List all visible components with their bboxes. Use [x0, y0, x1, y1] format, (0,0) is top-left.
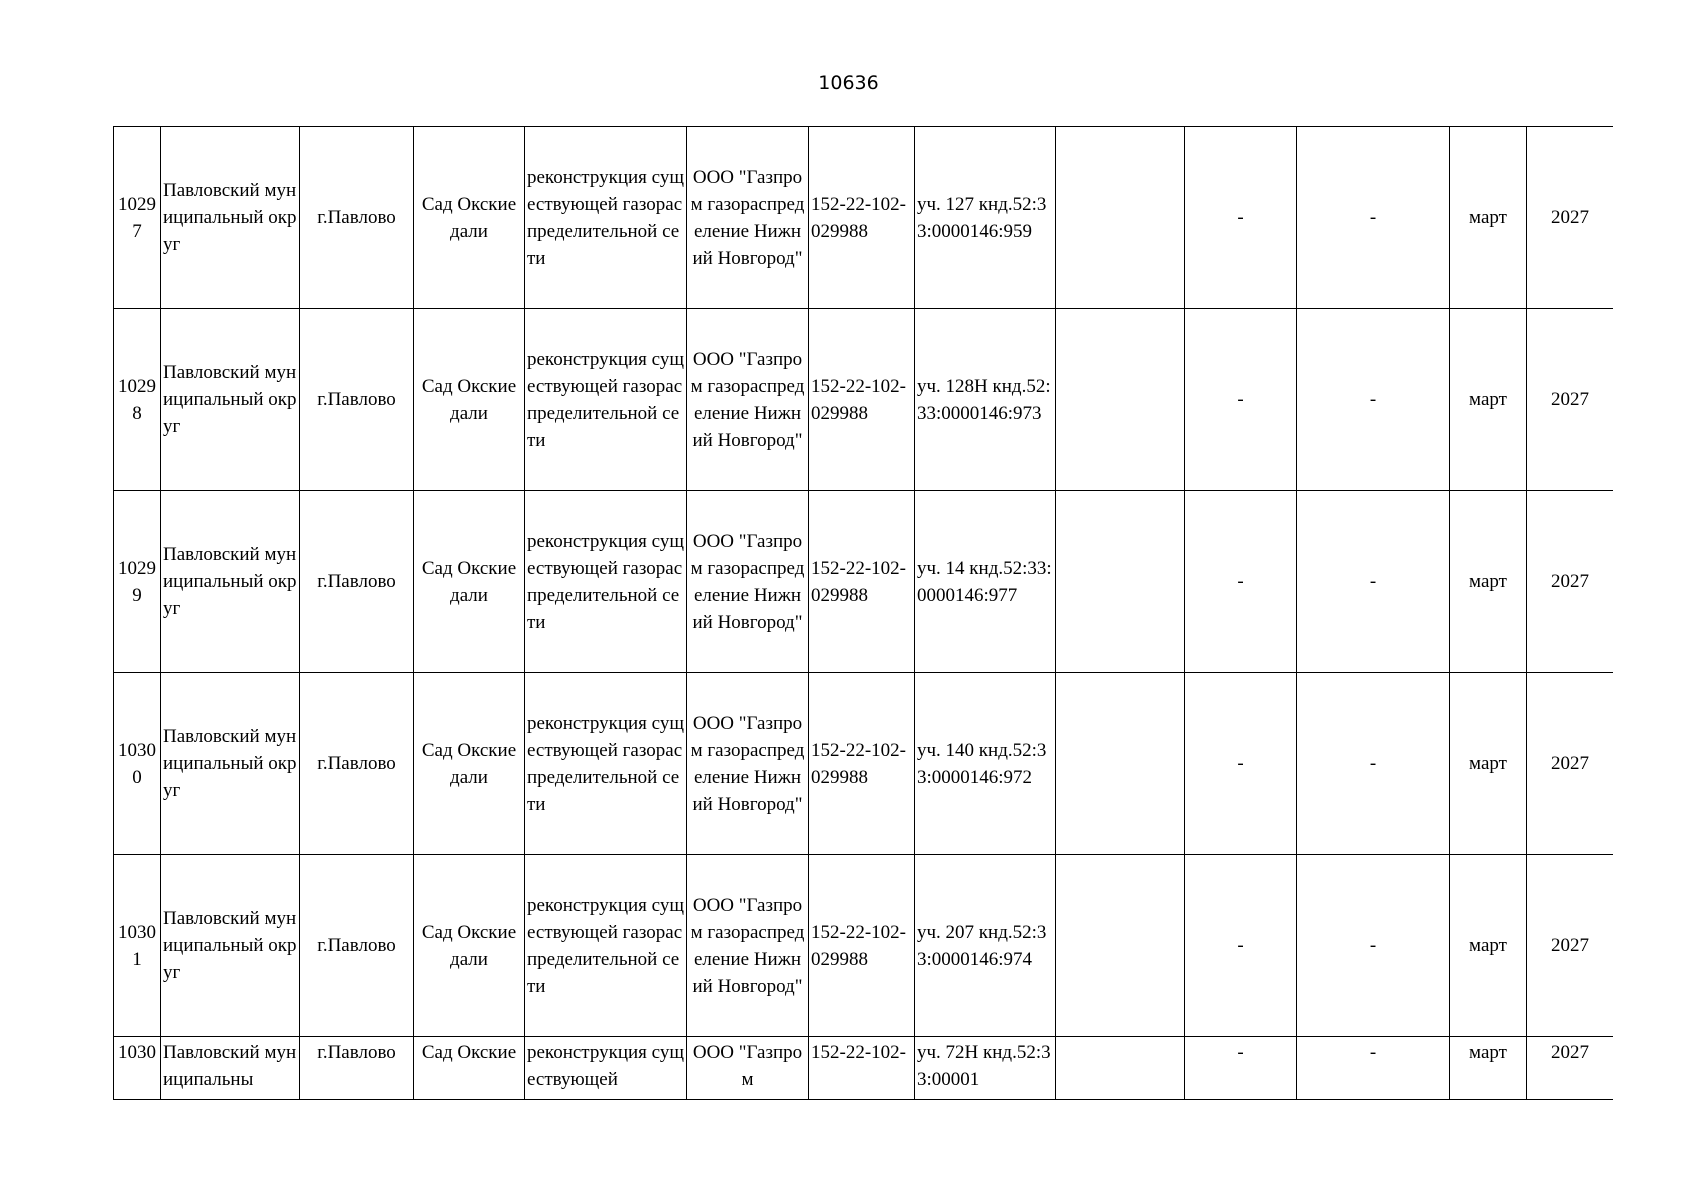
organization-cell: ООО "Газпром газораспределение Нижний Новгород": [687, 309, 809, 491]
table-row: [114, 855, 1614, 1037]
year-cell: 2027: [1527, 673, 1614, 855]
dash-cell: -: [1185, 309, 1297, 491]
dash-cell: -: [1297, 127, 1450, 309]
locality-cell: Сад Окские дали: [414, 127, 525, 309]
year-cell: 2027: [1527, 491, 1614, 673]
empty-cell: [1056, 127, 1185, 309]
month-cell: март: [1450, 309, 1527, 491]
dash-cell: -: [1185, 1037, 1297, 1100]
month-cell: март: [1450, 855, 1527, 1037]
plot-cell: уч. 128Н кнд.52:33:0000146:973: [915, 309, 1056, 491]
dash-cell: -: [1297, 855, 1450, 1037]
dash-cell: -: [1185, 127, 1297, 309]
plot-cell: уч. 127 кнд.52:33:0000146:959: [915, 127, 1056, 309]
table-row: [114, 127, 1614, 309]
city-cell: г.Павлово: [300, 127, 414, 309]
month-cell: март: [1450, 1037, 1527, 1100]
work-type-cell: реконструкция существующей газораспределительной сети: [525, 127, 687, 309]
empty-cell: [1056, 1037, 1185, 1100]
organization-cell: ООО "Газпром газораспределение Нижний Новгород": [687, 491, 809, 673]
table-row: [114, 673, 1614, 855]
locality-cell: Сад Окские дали: [414, 309, 525, 491]
plot-cell: уч. 72Н кнд.52:33:00001: [915, 1037, 1056, 1100]
code-cell: 152-22-102-029988: [809, 309, 915, 491]
locality-cell: Сад Окские дали: [414, 673, 525, 855]
row-number-cell: 10297: [114, 127, 161, 309]
work-type-cell: реконструкция существующей газораспределительной сети: [525, 491, 687, 673]
table-container: [113, 126, 1613, 1101]
year-cell: 2027: [1527, 855, 1614, 1037]
code-cell: 152-22-102-029988: [809, 127, 915, 309]
month-cell: март: [1450, 127, 1527, 309]
code-cell: 152-22-102-029988: [809, 673, 915, 855]
locality-cell: Сад Окские дали: [414, 491, 525, 673]
code-cell: 152-22-102-029988: [809, 491, 915, 673]
district-cell: Павловский муниципальный округ: [161, 855, 300, 1037]
row-number-cell: 10300: [114, 673, 161, 855]
row-number-cell: 10299: [114, 491, 161, 673]
code-cell: 152-22-102-: [809, 1037, 915, 1100]
empty-cell: [1056, 673, 1185, 855]
district-cell: Павловский муниципальны: [161, 1037, 300, 1100]
work-type-cell: реконструкция существующей: [525, 1037, 687, 1100]
table-row: [114, 491, 1614, 673]
district-cell: Павловский муниципальный округ: [161, 491, 300, 673]
empty-cell: [1056, 309, 1185, 491]
row-number-cell: 10298: [114, 309, 161, 491]
dash-cell: -: [1185, 491, 1297, 673]
locality-cell: Сад Окские: [414, 1037, 525, 1100]
organization-cell: ООО "Газпром: [687, 1037, 809, 1100]
organization-cell: ООО "Газпром газораспределение Нижний Новгород": [687, 855, 809, 1037]
dash-cell: -: [1297, 673, 1450, 855]
plot-cell: уч. 140 кнд.52:33:0000146:972: [915, 673, 1056, 855]
dash-cell: -: [1297, 1037, 1450, 1100]
empty-cell: [1056, 855, 1185, 1037]
locality-cell: Сад Окские дали: [414, 855, 525, 1037]
city-cell: г.Павлово: [300, 673, 414, 855]
dash-cell: -: [1297, 309, 1450, 491]
year-cell: 2027: [1527, 309, 1614, 491]
data-table: [113, 126, 1613, 1100]
work-type-cell: реконструкция существующей газораспределительной сети: [525, 673, 687, 855]
district-cell: Павловский муниципальный округ: [161, 127, 300, 309]
table-body: [114, 127, 1614, 1100]
city-cell: г.Павлово: [300, 1037, 414, 1100]
row-number-cell: 10301: [114, 855, 161, 1037]
table-row: [114, 1037, 1614, 1100]
dash-cell: -: [1297, 491, 1450, 673]
empty-cell: [1056, 491, 1185, 673]
city-cell: г.Павлово: [300, 491, 414, 673]
month-cell: март: [1450, 491, 1527, 673]
table-row: [114, 309, 1614, 491]
district-cell: Павловский муниципальный округ: [161, 309, 300, 491]
dash-cell: -: [1185, 855, 1297, 1037]
year-cell: 2027: [1527, 1037, 1614, 1100]
organization-cell: ООО "Газпром газораспределение Нижний Новгород": [687, 127, 809, 309]
plot-cell: уч. 207 кнд.52:33:0000146:974: [915, 855, 1056, 1037]
city-cell: г.Павлово: [300, 855, 414, 1037]
city-cell: г.Павлово: [300, 309, 414, 491]
dash-cell: -: [1185, 673, 1297, 855]
page-number: 10636: [818, 72, 879, 94]
month-cell: март: [1450, 673, 1527, 855]
work-type-cell: реконструкция существующей газораспределительной сети: [525, 309, 687, 491]
work-type-cell: реконструкция существующей газораспределительной сети: [525, 855, 687, 1037]
plot-cell: уч. 14 кнд.52:33:0000146:977: [915, 491, 1056, 673]
district-cell: Павловский муниципальный округ: [161, 673, 300, 855]
code-cell: 152-22-102-029988: [809, 855, 915, 1037]
organization-cell: ООО "Газпром газораспределение Нижний Новгород": [687, 673, 809, 855]
row-number-cell: 1030: [114, 1037, 161, 1100]
year-cell: 2027: [1527, 127, 1614, 309]
